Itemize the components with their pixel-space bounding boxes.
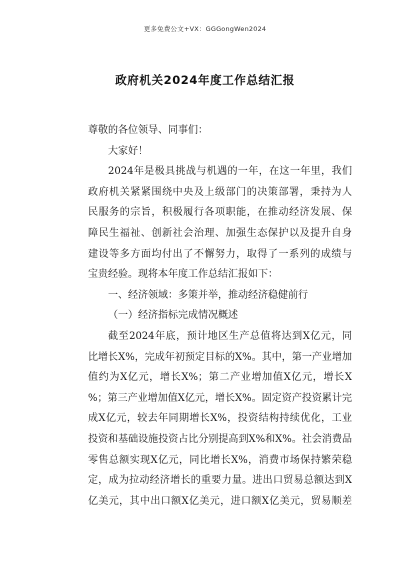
paragraph-line: 宝贵经验。现将本年度工作总结汇报如下： bbox=[88, 269, 278, 281]
paragraph-line: 亿美元，其中出口额X亿美元，进口额X亿美元，贸易顺差 bbox=[88, 495, 352, 507]
document-body bbox=[88, 121, 352, 512]
greeting: 大家好！ bbox=[108, 145, 148, 157]
subsection-heading: （一）经济指标完成情况概述 bbox=[108, 310, 238, 322]
paragraph-line: 障民生福祉、创新社会治理、加强生态保护以及提升自身 bbox=[88, 227, 352, 239]
salutation: 尊敬的各位领导、同事们： bbox=[88, 125, 208, 136]
paragraph-line: 2024年是极具挑战与机遇的一年，在这一年里，我们 bbox=[108, 166, 352, 178]
paragraph-line: 比增长X%，完成年初预定目标的X%。其中，第一产业增加 bbox=[88, 351, 352, 363]
section-heading: 一、经济领域：多策并举，推动经济稳健前行 bbox=[108, 289, 308, 301]
paragraph-line: 值约为X亿元，增长X%；第二产业增加值X亿元，增长X bbox=[88, 372, 352, 384]
paragraph-line: 零售总额实现X亿元，同比增长X%，消费市场保持繁荣稳 bbox=[88, 454, 352, 466]
paragraph-line: 建设等多方面均付出了不懈努力，取得了一系列的成绩与 bbox=[88, 248, 352, 260]
document-title: 政府机关2024年度工作总结汇报 bbox=[115, 73, 295, 87]
paragraph-line: 政府机关紧紧围绕中央及上级部门的决策部署，秉持为人 bbox=[88, 186, 352, 198]
header-watermark: 更多免费公文+VX：GGGongWen2024 bbox=[143, 25, 267, 33]
paragraph-line: 截至2024年底，预计地区生产总值将达到X亿元，同 bbox=[108, 330, 352, 342]
paragraph-line: 投资和基础设施投资占比分别提高到X%和X%。社会消费品 bbox=[88, 433, 352, 445]
paragraph-line: %；第三产业增加值X亿元，增长X%。固定资产投资累计完 bbox=[88, 392, 352, 404]
paragraph-line: 成X亿元，较去年同期增长X%，投资结构持续优化，工业 bbox=[88, 413, 352, 425]
paragraph-line: 定，成为拉动经济增长的重要力量。进出口贸易总额达到X bbox=[88, 475, 352, 487]
paragraph-line: 民服务的宗旨，积极履行各项职能，在推动经济发展、保 bbox=[88, 207, 352, 219]
